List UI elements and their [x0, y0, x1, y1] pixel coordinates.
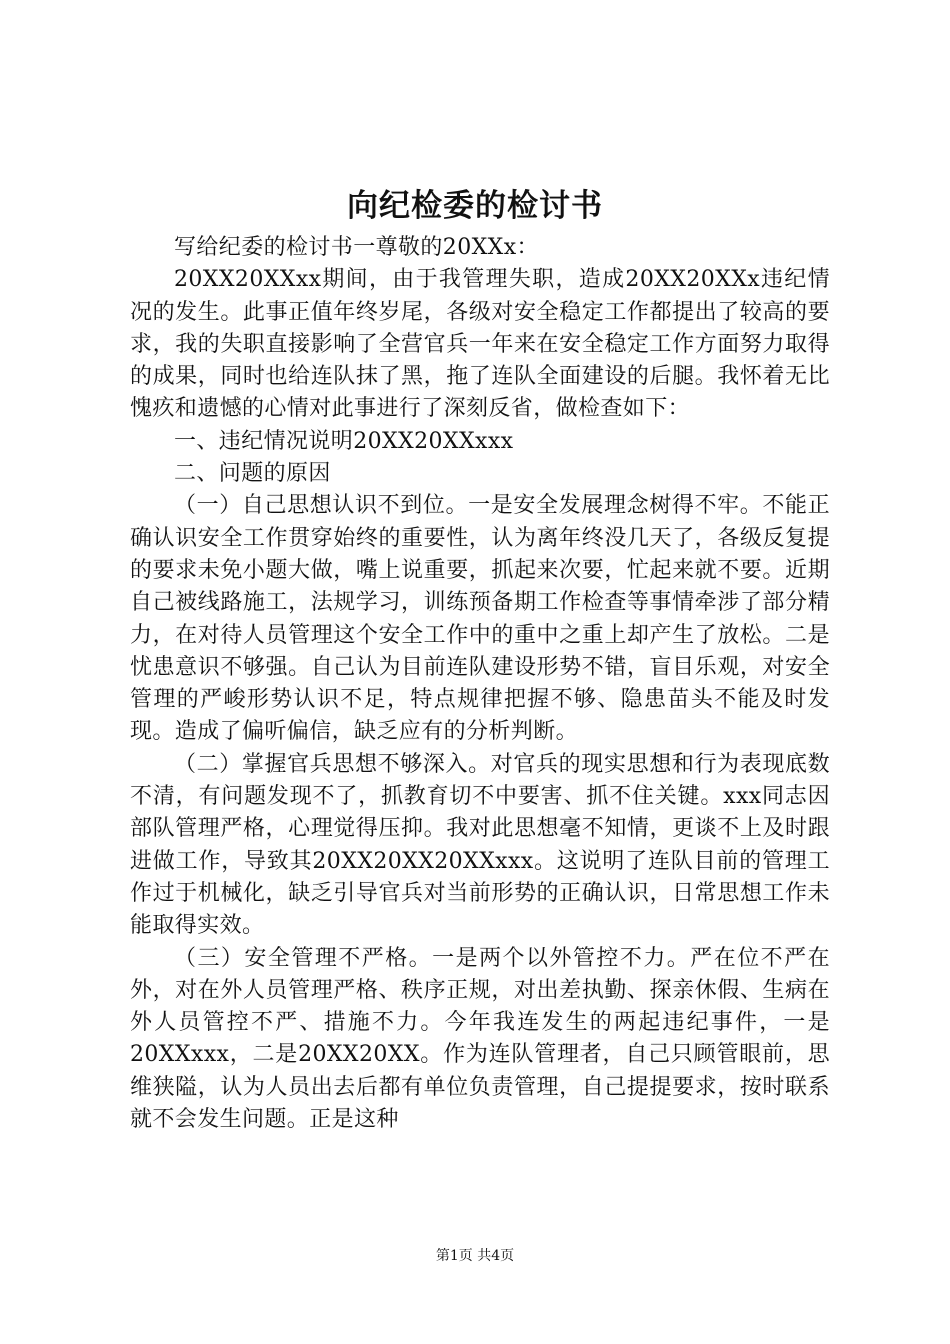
paragraph-section-two-heading: 二、问题的原因 [174, 461, 331, 487]
document-body [130, 232, 830, 1136]
paragraph-section-one-heading: 一、违纪情况说明20XX20XXxxx [174, 428, 514, 454]
paragraph-reason-one: （一）自己思想认识不到位。一是安全发展理念树得不牢。不能正确认识安全工作贯穿始终的重要性，认为离年终没几天了，各级反复提的要求未免小题大做，嘴上说重要，抓起来次要，忙起来就不要。近期自己被线路施工，法规学习，训练预备期工作检查等事情牵涉了部分精力，在对待人员管理这个安全工作中的重中之重上却产生了放松。二是忧患意识不够强。自己认为目前连队建设形势不错，盲目乐观，对安全管理的严峻形势认识不足，特点规律把握不够、隐患苗头不能及时发现。造成了偏听偏信，缺乏应有的分析判断。 [130, 493, 830, 745]
paragraph-intro: 20XX20XXxx期间，由于我管理失职，造成20XX20XXx违纪情况的发生。此事正值年终岁尾，各级对安全稳定工作都提出了较高的要求，我的失职直接影响了全营官兵一年来在安全稳定工作方面努力取得的成果，同时也给连队抹了黑，拖了连队全面建设的后腿。我怀着无比愧疚和遗憾的心情对此事进行了深刻反省，做检查如下： [130, 267, 830, 422]
document-title: 向纪检委的检讨书 [347, 188, 603, 224]
paragraph-reason-three: （三）安全管理不严格。一是两个以外管控不力。严在位不严在外，对在外人员管理严格、秩序正规，对出差执勤、探亲休假、生病在外人员管控不严、措施不力。今年我连发生的两起违纪事件，一是20XXxxx，二是20XX20XX。作为连队管理者，自己只顾管眼前，思维狭隘，认为人员出去后都有单位负责管理，自己提提要求，按时联系就不会发生问题。正是这种 [130, 945, 830, 1133]
paragraph-reason-two: （二）掌握官兵思想不够深入。对官兵的现实思想和行为表现底数不清，有问题发现不了，抓教育切不中要害、抓不住关键。xxx同志因部队管理严格，心理觉得压抑。我对此思想毫不知情，更谈不上及时跟进做工作，导致其20XX20XX20XXxxx。这说明了连队目前的管理工作过于机械化，缺乏引导官兵对当前形势的正确认识，日常思想工作未能取得实效。 [130, 751, 830, 939]
paragraph-salutation: 写给纪委的检讨书一尊敬的20XXx： [174, 235, 539, 260]
page-footer: 第1页 共4页 [435, 1248, 515, 1264]
